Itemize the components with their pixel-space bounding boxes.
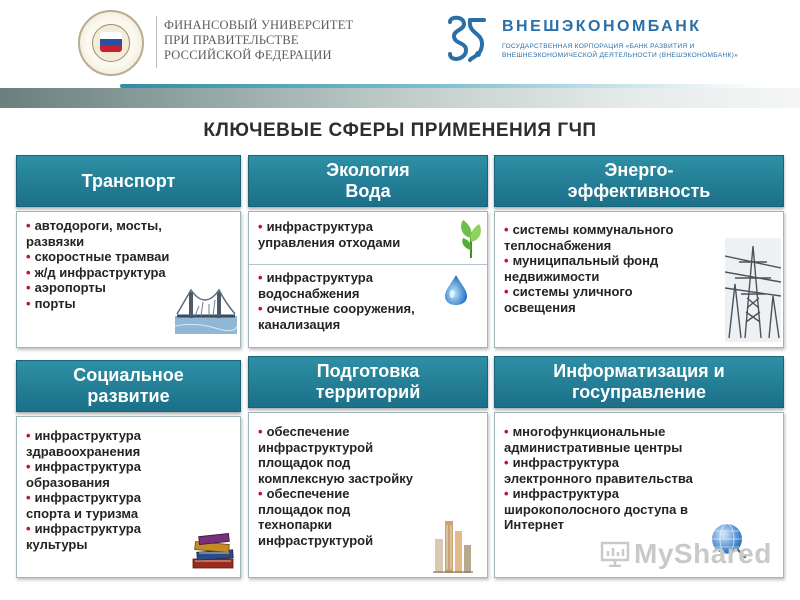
card-title-line: госуправление bbox=[572, 382, 706, 402]
list-item: развязки bbox=[26, 233, 85, 249]
list-item: • порты bbox=[26, 295, 76, 311]
card-title-line: Социальное bbox=[73, 365, 184, 385]
bank-sub-line: ГОСУДАРСТВЕННАЯ КОРПОРАЦИЯ «БАНК РАЗВИТИЯ И bbox=[502, 43, 695, 50]
card-body bbox=[16, 211, 241, 348]
veb-logo-icon bbox=[442, 14, 492, 66]
list-item: • многофункциональные bbox=[504, 424, 666, 439]
list-item: • инфраструктура bbox=[26, 428, 141, 443]
list-item: административные центры bbox=[504, 439, 683, 455]
list-item: • инфраструктура bbox=[26, 490, 141, 505]
card-title-line: территорий bbox=[315, 382, 421, 402]
list-item: • очистные сооружения, bbox=[258, 301, 415, 316]
list-item: • скоростные трамваи bbox=[26, 249, 170, 264]
list-item: • обеспечение bbox=[258, 486, 350, 501]
watermark-text: MyShared bbox=[634, 538, 772, 569]
presentation-icon bbox=[600, 541, 630, 567]
card-title-line: Подготовка bbox=[316, 361, 420, 381]
list-item: площадок под bbox=[258, 455, 351, 470]
list-item: комплексную застройку bbox=[258, 470, 413, 486]
bank-name: ВНЕШЭКОНОМБАНК bbox=[502, 18, 702, 35]
card-territory bbox=[248, 356, 488, 578]
list-item: • инфраструктура bbox=[504, 486, 619, 501]
list-item: • инфраструктура bbox=[26, 459, 141, 474]
list-item: • инфраструктура bbox=[258, 219, 373, 234]
card-body bbox=[494, 211, 784, 348]
list-item: • инфраструктура bbox=[26, 521, 141, 536]
header-gradient-bar bbox=[0, 88, 800, 108]
university-line: РОССИЙСКОЙ ФЕДЕРАЦИИ bbox=[164, 48, 332, 62]
item-list bbox=[258, 424, 413, 548]
list-item: • ж/д инфраструктура bbox=[26, 264, 166, 280]
card-header bbox=[16, 155, 241, 207]
list-item: • инфраструктура bbox=[258, 270, 373, 285]
watermark bbox=[600, 538, 772, 570]
list-item: инфраструктурой bbox=[258, 532, 374, 548]
card-social bbox=[16, 360, 241, 578]
power-tower-icon bbox=[725, 238, 781, 342]
list-item: • системы уличного bbox=[504, 284, 633, 299]
list-item: • муниципальный фонд bbox=[504, 253, 659, 268]
list-item: • инфраструктура bbox=[504, 455, 619, 470]
buildings-icon bbox=[433, 517, 473, 573]
card-header bbox=[494, 155, 784, 207]
list-item: теплоснабжения bbox=[504, 237, 612, 253]
list-item: водоснабжения bbox=[258, 285, 360, 301]
list-item: • аэропорты bbox=[26, 280, 106, 295]
card-title-line: эффективность bbox=[567, 181, 711, 201]
list-item: канализация bbox=[258, 316, 341, 332]
list-item: широкополосного доступа в bbox=[504, 501, 688, 517]
list-item: спорта и туризма bbox=[26, 505, 139, 521]
item-list bbox=[258, 219, 400, 250]
bank-sub-line: ВНЕШНЕЭКОНОМИЧЕСКОЙ ДЕЯТЕЛЬНОСТИ (ВНЕШЭКОНОМБАНК)» bbox=[502, 52, 739, 59]
card-header bbox=[494, 356, 784, 408]
list-item: недвижимости bbox=[504, 268, 600, 284]
university-name bbox=[164, 18, 353, 63]
list-item: освещения bbox=[504, 299, 576, 315]
bridge-icon bbox=[175, 286, 237, 334]
list-item: управления отходами bbox=[258, 234, 401, 250]
card-title-line: развитие bbox=[87, 386, 170, 406]
card-body bbox=[248, 211, 488, 348]
bank-subtitle bbox=[502, 42, 738, 60]
list-item: образования bbox=[26, 474, 110, 490]
card-title-line: Экология bbox=[326, 160, 410, 180]
university-line: ПРИ ПРАВИТЕЛЬСТВЕ bbox=[164, 33, 299, 47]
sprout-icon bbox=[459, 218, 483, 258]
card-title-line: Вода bbox=[345, 181, 391, 201]
university-line: ФИНАНСОВЫЙ УНИВЕРСИТЕТ bbox=[164, 18, 354, 32]
card-title-line: Информатизация и bbox=[553, 361, 725, 381]
card-body bbox=[16, 416, 241, 578]
card-title-line: Энерго- bbox=[604, 160, 674, 180]
card-title: Транспорт bbox=[81, 170, 176, 191]
item-list bbox=[26, 218, 169, 311]
list-item: Интернет bbox=[504, 517, 565, 532]
list-item: электронного правительства bbox=[504, 470, 693, 486]
list-item: площадок под bbox=[258, 501, 351, 517]
slide-title: КЛЮЧЕВЫЕ СФЕРЫ ПРИМЕНЕНИЯ ГЧП bbox=[203, 120, 597, 141]
list-item: • автодороги, мосты, bbox=[26, 218, 162, 233]
list-item: здравоохранения bbox=[26, 443, 141, 459]
list-item: технопарки bbox=[258, 517, 332, 532]
item-list bbox=[504, 222, 673, 315]
books-icon bbox=[189, 531, 237, 571]
item-list bbox=[26, 428, 141, 552]
card-energy bbox=[494, 155, 784, 348]
water-drop-icon bbox=[443, 274, 469, 306]
slide-header bbox=[0, 0, 800, 88]
card-ecology bbox=[248, 155, 488, 348]
list-item: инфраструктурой bbox=[258, 439, 374, 455]
item-list bbox=[258, 270, 415, 332]
card-header bbox=[248, 356, 488, 408]
list-item: культуры bbox=[26, 536, 88, 552]
university-seal-icon bbox=[78, 10, 144, 76]
list-item: • обеспечение bbox=[258, 424, 350, 439]
item-list bbox=[504, 424, 693, 533]
logo-divider bbox=[156, 16, 157, 68]
card-transport bbox=[16, 155, 241, 348]
card-header bbox=[16, 360, 241, 412]
card-header bbox=[248, 155, 488, 207]
card-body bbox=[248, 412, 488, 578]
section-divider bbox=[249, 264, 487, 265]
list-item: • системы коммунального bbox=[504, 222, 674, 237]
